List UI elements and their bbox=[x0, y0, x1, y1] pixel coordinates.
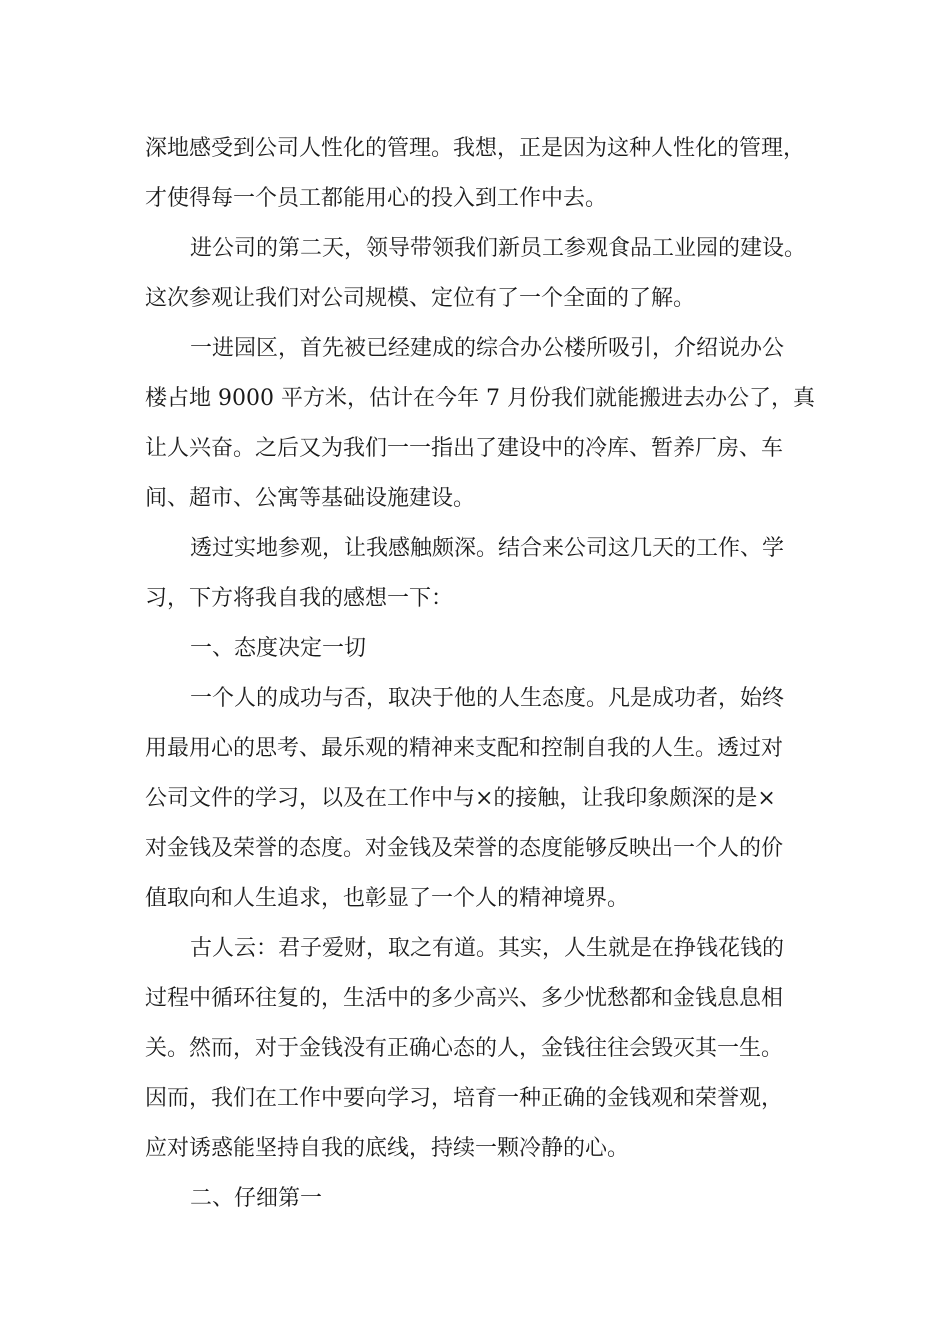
text-line: 楼占地 9000 平方米，估计在今年 7 月份我们就能搬进去办公了，真 bbox=[145, 386, 815, 411]
text-line: 值取向和人生追求，也彰显了一个人的精神境界。 bbox=[145, 886, 630, 911]
text-line: 公司文件的学习，以及在工作中与×的接触，让我印象颇深的是× bbox=[145, 786, 776, 811]
text-line: 才使得每一个员工都能用心的投入到工作中去。 bbox=[145, 186, 608, 211]
paragraph-line: 进公司的第二天，领导带领我们新员工参观食品工业园的建设。 bbox=[190, 236, 807, 261]
text-line: 关。然而，对于金钱没有正确心态的人，金钱往往会毁灭其一生。 bbox=[145, 1036, 784, 1061]
text-line: 让人兴奋。之后又为我们一一指出了建设中的冷库、暂养厂房、车 bbox=[145, 436, 784, 461]
text-line: 应对诱惑能坚持自我的底线，持续一颗冷静的心。 bbox=[145, 1136, 630, 1161]
section-heading: 一、态度决定一切 bbox=[190, 636, 367, 661]
text-line: 对金钱及荣誉的态度。对金钱及荣誉的态度能够反映出一个人的价 bbox=[145, 836, 784, 861]
text-line: 间、超市、公寓等基础设施建设。 bbox=[145, 486, 476, 511]
paragraph-line: 一进园区，首先被已经建成的综合办公楼所吸引，介绍说办公 bbox=[190, 336, 785, 361]
paragraph-line: 古人云：君子爱财，取之有道。其实，人生就是在挣钱花钱的 bbox=[190, 936, 785, 961]
text-line: 因而，我们在工作中要向学习，培育一种正确的金钱观和荣誉观， bbox=[145, 1086, 784, 1111]
text-line: 习，下方将我自我的感想一下： bbox=[145, 586, 454, 611]
text-line: 这次参观让我们对公司规模、定位有了一个全面的了解。 bbox=[145, 286, 696, 311]
paragraph-line: 透过实地参观，让我感触颇深。结合来公司这几天的工作、学 bbox=[190, 536, 785, 561]
paragraph-line: 一个人的成功与否，取决于他的人生态度。凡是成功者，始终 bbox=[190, 686, 785, 711]
section-heading: 二、仔细第一 bbox=[190, 1186, 323, 1211]
text-line: 过程中循环往复的，生活中的多少高兴、多少忧愁都和金钱息息相 bbox=[145, 986, 784, 1011]
text-line: 用最用心的思考、最乐观的精神来支配和控制自我的人生。透过对 bbox=[145, 736, 784, 761]
text-line: 深地感受到公司人性化的管理。我想，正是因为这种人性化的管理， bbox=[145, 136, 806, 161]
